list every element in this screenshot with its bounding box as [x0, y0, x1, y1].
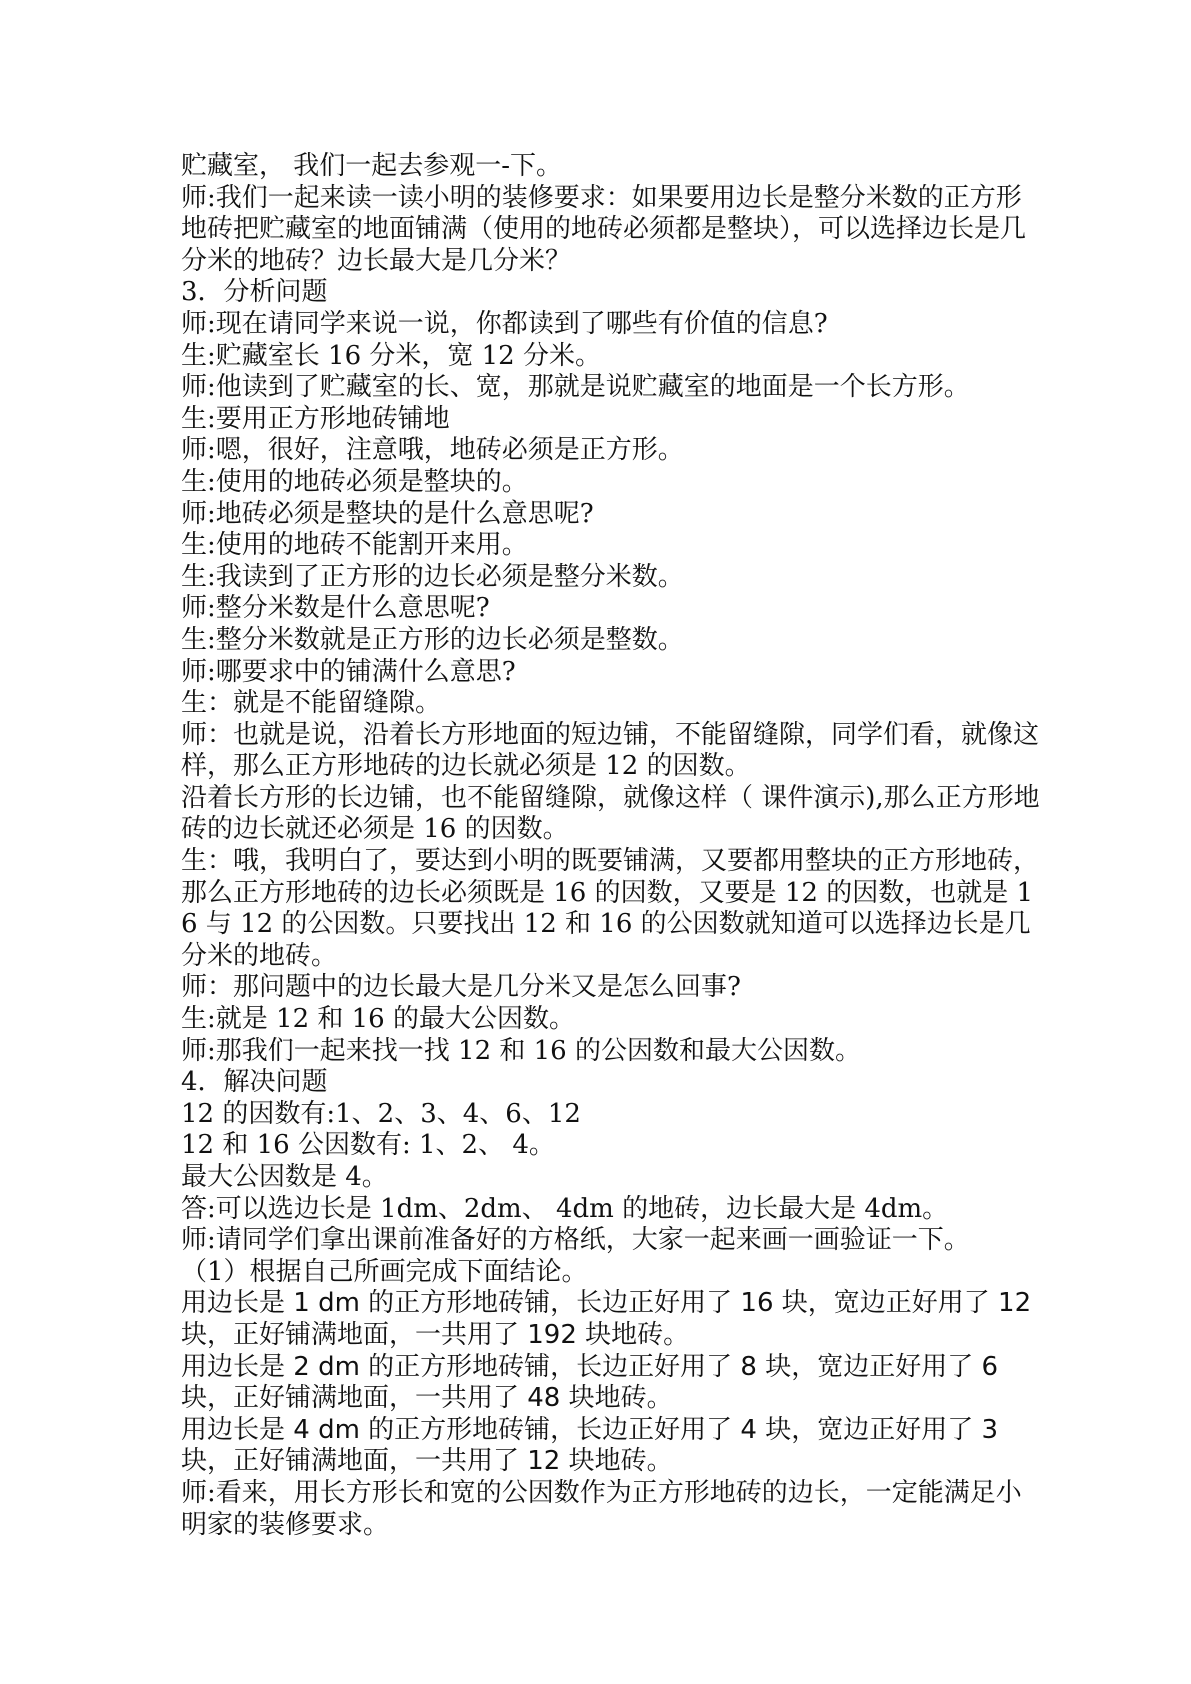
paragraph-teacher-integer-meaning: 师:整分米数是什么意思呢?: [181, 593, 490, 624]
paragraph-factors-of-12: 12 的因数有:1、2、3、4、6、12: [181, 1098, 581, 1129]
paragraph-teacher-square-note: 师:嗯，很好，注意哦，地砖必须是正方形。: [181, 435, 684, 466]
paragraph-result-1dm: 用边长是 1 dm 的正方形地砖铺，长边正好用了 16 块，宽边正好用了 12 块，正好铺满地面，一共用了 192 块地砖。: [181, 1288, 1032, 1350]
paragraph-teacher-whole-meaning: 师:地砖必须是整块的是什么意思呢?: [181, 498, 594, 529]
paragraph-conclusion-instruction: （1）根据自己所画完成下面结论。: [181, 1256, 588, 1287]
paragraph-greatest-common-factor: 最大公因数是 4。: [181, 1162, 388, 1192]
paragraph-student-whole-tiles: 生:使用的地砖必须是整块的。: [181, 466, 528, 497]
paragraph-result-4dm: 用边长是 4 dm 的正方形地砖铺，长边正好用了 4 块，宽边正好用了 3 块，正好铺满地面，一共用了 12 块地砖。: [181, 1414, 999, 1477]
paragraph-student-no-gap: 生：就是不能留缝隙。: [181, 688, 442, 719]
paragraph-student-gcd: 生:就是 12 和 16 的最大公因数。: [181, 1004, 575, 1035]
paragraph-teacher-question: 师:现在请同学来说一说，你都读到了哪些有价值的信息?: [181, 308, 828, 339]
paragraph-student-integer-side: 生:整分米数就是正方形的边长必须是整数。: [181, 624, 684, 655]
section-heading-analyze: 3．分析问题: [181, 277, 328, 308]
paragraph-teacher-short-side: 师：也就是说，沿着长方形地面的短边铺，不能留缝隙，同学们看，就像这样，那么正方形地砖的边长就必须是 12 的因数。: [181, 719, 1040, 782]
paragraph-student-no-cutting: 生:使用的地砖不能割开来用。: [181, 530, 528, 561]
paragraph-teacher-fill-meaning: 师:哪要求中的铺满什么意思?: [181, 656, 516, 687]
paragraph-student-integer-decimeter: 生:我读到了正方形的边长必须是整分米数。: [181, 561, 684, 592]
paragraph-teacher-max-side: 师：那问题中的边长最大是几分米又是怎么回事?: [181, 972, 741, 1003]
paragraph-answer: 答:可以选边长是 1dm、2dm、 4dm 的地砖，边长最大是 4dm。: [181, 1193, 949, 1224]
paragraph-common-factors: 12 和 16 公因数有: 1、2、 4。: [181, 1130, 555, 1161]
section-heading-solve: 4．解决问题: [181, 1067, 328, 1098]
paragraph-result-2dm: 用边长是 2 dm 的正方形地砖铺，长边正好用了 8 块，宽边正好用了 6 块，正好铺满地面，一共用了 48 块地砖。: [181, 1351, 999, 1414]
paragraph-teacher-requirement: 师:我们一起来读一读小明的装修要求：如果要用边长是整分米数的正方形地砖把贮藏室的地面铺满（使用的地砖必须都是整块），可以选择边长是几分米的地砖？边长最大是几分米？: [181, 182, 1027, 276]
paragraph-student-common-factor: 生：哦，我明白了，要达到小明的既要铺满，又要都用整块的正方形地砖，那么正方形地砖的边长必须既是 16 的因数，又要是 12 的因数，也就是 16 与 12 的公因数。只要找出 12 和 16 的公因数就知道可以选择边长是几分米的地砖。: [181, 846, 1040, 971]
paragraph-intro: 贮藏室， 我们一起去参观一-下。: [181, 151, 563, 181]
paragraph-student-dimensions: 生:贮藏室长 16 分米，宽 12 分米。: [181, 340, 601, 371]
paragraph-teacher-verify: 师:请同学们拿出课前准备好的方格纸，大家一起来画一画验证一下。: [181, 1225, 970, 1256]
paragraph-student-square-tiles: 生:要用正方形地砖铺地: [181, 403, 450, 434]
paragraph-teacher-summary: 师:看来，用长方形长和宽的公因数作为正方形地砖的边长，一定能满足小明家的装修要求。: [181, 1477, 1022, 1540]
document-body: [181, 151, 1041, 1541]
paragraph-teacher-rectangle: 师:他读到了贮藏室的长、宽，那就是说贮藏室的地面是一个长方形。: [181, 372, 970, 403]
paragraph-long-side: 沿着长方形的长边铺，也不能留缝隙，就像这样（ 课件演示),那么正方形地砖的边长就还必须是 16 的因数。: [181, 782, 1040, 845]
paragraph-teacher-find-factors: 师:那我们一起来找一找 12 和 16 的公因数和最大公因数。: [181, 1035, 861, 1066]
